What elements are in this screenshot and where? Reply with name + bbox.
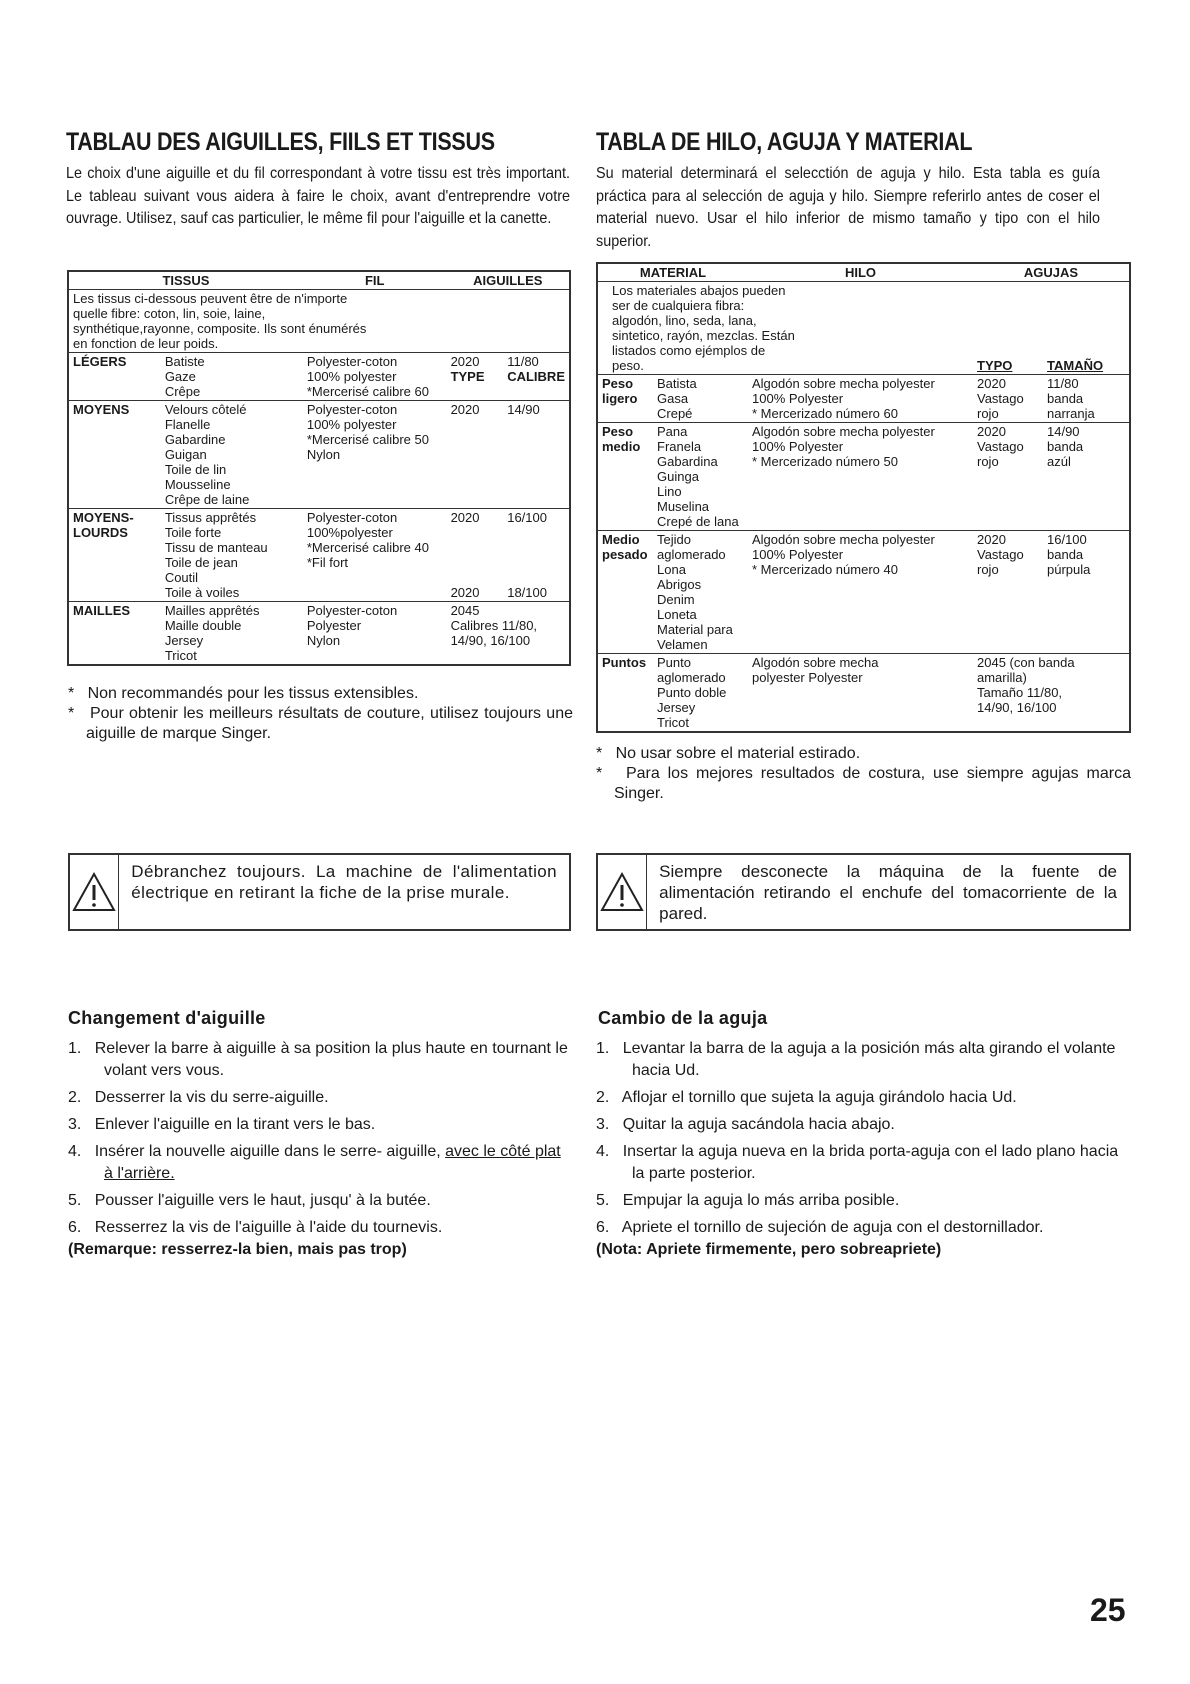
table-row bbox=[597, 375, 1130, 423]
french-title: TABLAU DES AIGUILLES, FIILS ET TISSUS bbox=[66, 128, 495, 156]
table-row bbox=[68, 401, 570, 509]
spanish-title: TABLA DE HILO, AGUJA Y MATERIAL bbox=[596, 128, 973, 156]
header-hilo: HILO bbox=[748, 263, 973, 282]
needle-size-cell: 14/90 bbox=[503, 401, 570, 509]
french-footnotes bbox=[68, 684, 573, 744]
footnote: * Non recommandés pour les tissus extensibles. bbox=[68, 685, 419, 702]
header-tissus: TISSUS bbox=[68, 271, 303, 290]
needle-type-cell: 2020 Vastago rojo bbox=[973, 531, 1043, 654]
footnote: * No usar sobre el material estirado. bbox=[596, 745, 861, 762]
fabrics-cell: Mailles apprêtés Maille double Jersey Tricot bbox=[161, 602, 303, 666]
needle-type-cell: 2020 TYPE bbox=[447, 353, 504, 401]
table-row bbox=[597, 654, 1130, 733]
french-warning-box bbox=[68, 853, 571, 931]
thread-cell: Algodón sobre mecha polyester Polyester bbox=[748, 654, 973, 733]
thread-cell: Algodón sobre mecha polyester 100% Polyester * Mercerizado número 50 bbox=[748, 423, 973, 531]
weight-category: Peso ligero bbox=[597, 375, 653, 423]
french-intro: Le choix d'une aiguille et du fil correspondant à votre tissu est très important. Le tableau suivant vous aidera à faire le choix, avant d'entreprendre votre ouvrage. Utilisez, sauf cas particulier, le même fil pour l'aiguille et la canette. bbox=[66, 165, 570, 227]
needle-size-cell: 16/100 banda púrpula bbox=[1043, 531, 1130, 654]
page-number: 25 bbox=[1090, 1592, 1126, 1628]
weight-category: Peso medio bbox=[597, 423, 653, 531]
table-row bbox=[68, 602, 570, 666]
table-row bbox=[597, 423, 1130, 531]
table-note: Los materiales abajos pueden ser de cualquiera fibra: algodón, lino, seda, lana, sintetico, rayón, mezclas. Están listados como ejémplos de peso. bbox=[612, 283, 795, 373]
spanish-footnotes bbox=[596, 744, 1131, 804]
needle-size-cell: 16/100 18/100 bbox=[503, 509, 570, 602]
warning-text: Débranchez toujours. La machine de l'alimentation électrique en retirant la fiche de la prise murale. bbox=[131, 862, 557, 902]
header-fil: FIL bbox=[303, 271, 447, 290]
spanish-warning-box bbox=[596, 853, 1131, 931]
needle-type-cell: 2020 Vastago rojo bbox=[973, 375, 1043, 423]
step: 3. Quitar la aguja sacándola hacia abajo. bbox=[596, 1116, 895, 1133]
needle-type-cell: 2020 Vastago rojo bbox=[973, 423, 1043, 531]
warning-triangle-icon bbox=[598, 855, 647, 929]
step: 4. Insertar la aguja nueva en la brida porta-aguja con el lado plano hacia la parte posterior. bbox=[596, 1143, 1119, 1182]
french-needle-table bbox=[67, 270, 571, 666]
step: 1. Levantar la barra de la aguja a la posición más alta girando el volante hacia Ud. bbox=[596, 1040, 1116, 1079]
step: 5. Pousser l'aiguille vers le haut, jusqu' à la butée. bbox=[68, 1192, 431, 1209]
table-row bbox=[597, 531, 1130, 654]
thread-cell: Polyester-coton 100% polyester *Mercerisé calibre 60 bbox=[303, 353, 447, 401]
spanish-intro: Su material determinará el selecctión de aguja y hilo. Esta tabla es guía práctica para al selección de aguja y hilo. Siempre referirlo antes de coser el material nuevo. Usar el hilo inferior de mismo tamaño y tipo con el hilo superior. bbox=[596, 165, 1100, 250]
thread-cell: Polyester-coton 100% polyester *Mercerisé calibre 50 Nylon bbox=[303, 401, 447, 509]
fabrics-cell: Batiste Gaze Crêpe bbox=[161, 353, 303, 401]
french-section-title: Changement d'aiguille bbox=[68, 1008, 266, 1028]
french-steps bbox=[68, 1038, 573, 1266]
thread-cell: Algodón sobre mecha polyester 100% Polyester * Mercerizado número 60 bbox=[748, 375, 973, 423]
step: 6. Apriete el tornillo de sujeción de aguja con el destornillador. bbox=[596, 1219, 1044, 1236]
fabrics-cell: Punto aglomerado Punto doble Jersey Tricot bbox=[653, 654, 748, 733]
table-note: Les tissus ci-dessous peuvent être de n'importe quelle fibre: coton, lin, soie, laine, synthétique,rayonne, composite. Ils sont énumérés en fonction de leur poids. bbox=[73, 291, 367, 351]
needle-size-cell: 11/80 CALIBRE bbox=[503, 353, 570, 401]
weight-category: MOYENS bbox=[68, 401, 161, 509]
thread-cell: Algodón sobre mecha polyester 100% Polyester * Mercerizado número 40 bbox=[748, 531, 973, 654]
needle-size-cell: 14/90 banda azúl bbox=[1043, 423, 1130, 531]
step: 3. Enlever l'aiguille en la tirant vers le bas. bbox=[68, 1116, 376, 1133]
fabrics-cell: Batista Gasa Crepé bbox=[653, 375, 748, 423]
spanish-needle-table bbox=[596, 262, 1131, 733]
table-row bbox=[68, 353, 570, 401]
step: 2. Aflojar el tornillo que sujeta la aguja girándolo hacia Ud. bbox=[596, 1089, 1017, 1106]
spanish-section-title: Cambio de la aguja bbox=[598, 1008, 768, 1028]
needle-cell: 2045 Calibres 11/80, 14/90, 16/100 bbox=[447, 602, 570, 666]
weight-category: LÉGERS bbox=[68, 353, 161, 401]
weight-category: MAILLES bbox=[68, 602, 161, 666]
warning-triangle-icon bbox=[70, 855, 119, 929]
weight-category: Puntos bbox=[597, 654, 653, 733]
spanish-steps bbox=[596, 1038, 1131, 1266]
fabrics-cell: Tissus apprêtés Toile forte Tissu de manteau Toile de jean Coutil Toile à voiles bbox=[161, 509, 303, 602]
needle-type-cell: 2020 2020 bbox=[447, 509, 504, 602]
step: 2. Desserrer la vis du serre-aiguille. bbox=[68, 1089, 329, 1106]
header-aiguilles: AIGUILLES bbox=[447, 271, 570, 290]
footnote: * Para los mejores resultados de costura, use siempre agujas marca Singer. bbox=[596, 765, 1132, 802]
remark: (Nota: Apriete firmemente, pero sobreapriete) bbox=[596, 1241, 942, 1258]
header-agujas: AGUJAS bbox=[973, 263, 1130, 282]
table-row bbox=[68, 509, 570, 602]
step: 4. Insérer la nouvelle aiguille dans le serre- aiguille, avec le côté plat à l'arrière. bbox=[68, 1143, 561, 1182]
step: 5. Empujar la aguja lo más arriba posible. bbox=[596, 1192, 900, 1209]
fabrics-cell: Velours côtelé Flanelle Gabardine Guigan Toile de lin Mousseline Crêpe de laine bbox=[161, 401, 303, 509]
header-material: MATERIAL bbox=[597, 263, 748, 282]
weight-category: Medio pesado bbox=[597, 531, 653, 654]
fabrics-cell: Pana Franela Gabardina Guinga Lino Muselina Crepé de lana bbox=[653, 423, 748, 531]
thread-cell: Polyester-coton 100%polyester *Mercerisé calibre 40 *Fil fort bbox=[303, 509, 447, 602]
step: 1. Relever la barre à aiguille à sa position la plus haute en tournant le volant vers vous. bbox=[68, 1040, 568, 1079]
needle-type-cell: 2020 bbox=[447, 401, 504, 509]
step: 6. Resserrez la vis de l'aiguille à l'aide du tournevis. bbox=[68, 1219, 443, 1236]
weight-category: MOYENS- LOURDS bbox=[68, 509, 161, 602]
remark: (Remarque: resserrez-la bien, mais pas trop) bbox=[68, 1241, 407, 1258]
thread-cell: Polyester-coton Polyester Nylon bbox=[303, 602, 447, 666]
needle-size-cell: 11/80 banda narranja bbox=[1043, 375, 1130, 423]
sub-header-tamano: TAMAÑO bbox=[1047, 358, 1104, 373]
warning-text: Siempre desconecte la máquina de la fuente de alimentación retirando el enchufe del tomacorriente de la pared. bbox=[659, 862, 1117, 923]
sub-header-typo: TYPO bbox=[977, 358, 1013, 373]
needle-cell: 2045 (con banda amarilla) Tamaño 11/80, 14/90, 16/100 bbox=[973, 654, 1130, 733]
fabrics-cell: Tejido aglomerado Lona Abrigos Denim Loneta Material para Velamen bbox=[653, 531, 748, 654]
footnote: * Pour obtenir les meilleurs résultats de couture, utilisez toujours une aiguille de marque Singer. bbox=[68, 705, 573, 742]
